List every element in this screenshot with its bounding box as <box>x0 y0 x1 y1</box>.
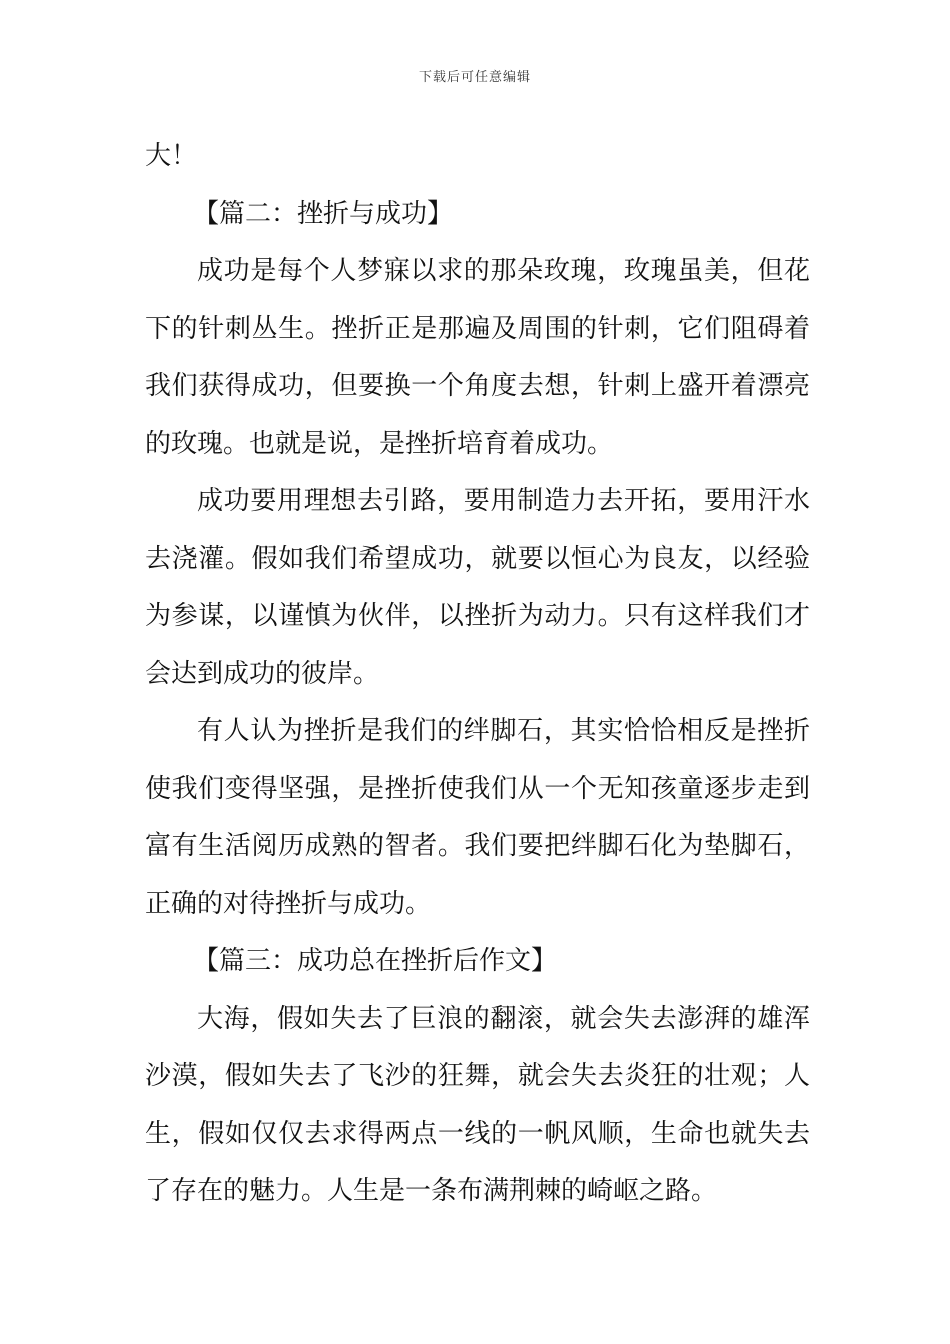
text-line: 了存在的魅力。人生是一条布满荆棘的崎岖之路。 <box>145 1176 718 1206</box>
text-line: 成功要用理想去引路，要用制造力去开拓，要用汗水 <box>197 486 810 516</box>
section-heading: 【篇三：成功总在挫折后作文】 <box>193 946 558 976</box>
text-line: 有人认为挫折是我们的绊脚石，其实恰恰相反是挫折 <box>197 716 810 746</box>
document-body <box>145 128 810 1221</box>
section-heading: 【篇二：挫折与成功】 <box>193 198 454 229</box>
text-line: 去浇灌。假如我们希望成功，就要以恒心为良友，以经验 <box>145 543 810 574</box>
text-line: 沙漠，假如失去了飞沙的狂舞，就会失去炎狂的壮观；人 <box>145 1061 810 1091</box>
text-line: 我们获得成功，但要换一个角度去想，针刺上盛开着漂亮 <box>145 371 810 401</box>
text-line: 生，假如仅仅去求得两点一线的一帆风顺，生命也就失去 <box>145 1118 810 1149</box>
text-line: 大海，假如失去了巨浪的翻滚，就会失去澎湃的雄浑 <box>197 1003 810 1034</box>
text-line: 下的针刺丛生。挫折正是那遍及周围的针刺，它们阻碍着 <box>145 313 810 344</box>
text-line: 为参谋，以谨慎为伙伴，以挫折为动力。只有这样我们才 <box>145 601 810 631</box>
text-line: 富有生活阅历成熟的智者。我们要把绊脚石化为垫脚石， <box>145 831 810 861</box>
text-line: 成功是每个人梦寐以求的那朵玫瑰，玫瑰虽美，但花 <box>197 256 810 286</box>
text-line: 使我们变得坚强，是挫折使我们从一个无知孩童逐步走到 <box>145 773 810 804</box>
page-header: 下载后可任意编辑 <box>418 70 531 85</box>
text-line: 的玫瑰。也就是说，是挫折培育着成功。 <box>145 428 614 459</box>
text-line: 大！ <box>145 141 198 171</box>
text-line: 会达到成功的彼岸。 <box>145 658 380 689</box>
text-line: 正确的对待挫折与成功。 <box>145 888 432 919</box>
